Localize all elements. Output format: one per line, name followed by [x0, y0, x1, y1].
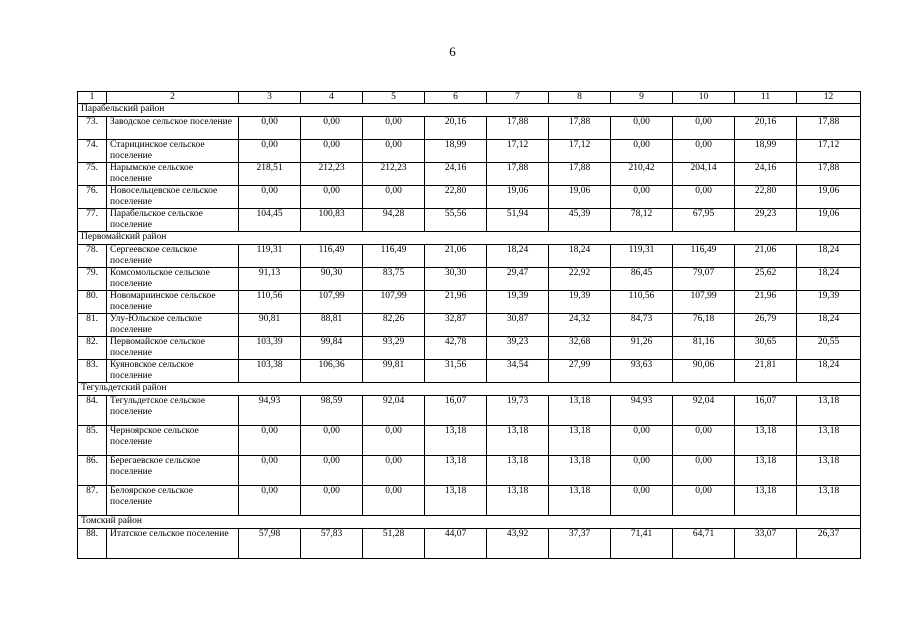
value-cell-col-10: 0,00: [673, 186, 735, 209]
value-cell-col-7: 17,88: [487, 163, 549, 186]
value-cell-col-12: 19,06: [797, 186, 861, 209]
value-cell-col-7: 17,88: [487, 117, 549, 140]
value-cell-col-8: 19,06: [549, 186, 611, 209]
settlement-name: Белоярское сельское поселение: [107, 486, 239, 516]
table-row: [78, 117, 861, 140]
value-cell-col-5: 0,00: [363, 426, 425, 456]
value-cell-col-3: 110,56: [239, 291, 301, 314]
value-cell-col-4: 0,00: [301, 186, 363, 209]
row-number: 74.: [78, 140, 107, 163]
value-cell-col-6: 20,16: [425, 117, 487, 140]
value-cell-col-7: 39,23: [487, 337, 549, 360]
region-row: [78, 104, 861, 117]
table-row: [78, 456, 861, 486]
value-cell-col-8: 17,88: [549, 117, 611, 140]
value-cell-col-6: 16,07: [425, 396, 487, 426]
value-cell-col-6: 24,16: [425, 163, 487, 186]
value-cell-col-7: 17,12: [487, 140, 549, 163]
value-cell-col-3: 0,00: [239, 140, 301, 163]
value-cell-col-6: 21,06: [425, 245, 487, 268]
value-cell-col-5: 83,75: [363, 268, 425, 291]
value-cell-col-10: 64,71: [673, 529, 735, 559]
value-cell-col-4: 0,00: [301, 456, 363, 486]
value-cell-col-8: 13,18: [549, 456, 611, 486]
settlement-name: Комсомольское сельское поселение: [107, 268, 239, 291]
value-cell-col-7: 13,18: [487, 426, 549, 456]
value-cell-col-5: 99,81: [363, 360, 425, 383]
value-cell-col-10: 107,99: [673, 291, 735, 314]
value-cell-col-9: 0,00: [611, 426, 673, 456]
value-cell-col-12: 26,37: [797, 529, 861, 559]
value-cell-col-8: 13,18: [549, 426, 611, 456]
value-cell-col-12: 19,39: [797, 291, 861, 314]
value-cell-col-6: 21,96: [425, 291, 487, 314]
table-body: [78, 92, 861, 559]
value-cell-col-11: 22,80: [735, 186, 797, 209]
column-header-10: 10: [673, 92, 735, 104]
column-header-12: 12: [797, 92, 861, 104]
value-cell-col-9: 110,56: [611, 291, 673, 314]
value-cell-col-8: 17,88: [549, 163, 611, 186]
row-number: 78.: [78, 245, 107, 268]
value-cell-col-4: 0,00: [301, 140, 363, 163]
value-cell-col-3: 103,38: [239, 360, 301, 383]
value-cell-col-8: 18,24: [549, 245, 611, 268]
region-row: [78, 516, 861, 529]
value-cell-col-10: 0,00: [673, 140, 735, 163]
value-cell-col-11: 33,07: [735, 529, 797, 559]
value-cell-col-11: 25,62: [735, 268, 797, 291]
value-cell-col-7: 19,73: [487, 396, 549, 426]
value-cell-col-10: 116,49: [673, 245, 735, 268]
value-cell-col-5: 0,00: [363, 140, 425, 163]
value-cell-col-11: 20,16: [735, 117, 797, 140]
value-cell-col-9: 0,00: [611, 117, 673, 140]
value-cell-col-4: 212,23: [301, 163, 363, 186]
column-header-6: 6: [425, 92, 487, 104]
settlement-name: Старицинское сельское поселение: [107, 140, 239, 163]
column-header-11: 11: [735, 92, 797, 104]
page-number: 6: [449, 44, 456, 59]
table-row: [78, 163, 861, 186]
settlement-name: Нарымское сельское поселение: [107, 163, 239, 186]
value-cell-col-3: 119,31: [239, 245, 301, 268]
value-cell-col-7: 13,18: [487, 486, 549, 516]
value-cell-col-10: 90,06: [673, 360, 735, 383]
value-cell-col-9: 119,31: [611, 245, 673, 268]
value-cell-col-3: 0,00: [239, 486, 301, 516]
value-cell-col-9: 84,73: [611, 314, 673, 337]
value-cell-col-3: 90,81: [239, 314, 301, 337]
value-cell-col-6: 18,99: [425, 140, 487, 163]
value-cell-col-11: 30,65: [735, 337, 797, 360]
value-cell-col-9: 71,41: [611, 529, 673, 559]
value-cell-col-12: 20,55: [797, 337, 861, 360]
value-cell-col-10: 0,00: [673, 486, 735, 516]
row-number: 83.: [78, 360, 107, 383]
value-cell-col-7: 19,06: [487, 186, 549, 209]
value-cell-col-4: 0,00: [301, 426, 363, 456]
value-cell-col-4: 107,99: [301, 291, 363, 314]
value-cell-col-7: 29,47: [487, 268, 549, 291]
value-cell-col-12: 17,88: [797, 117, 861, 140]
value-cell-col-10: 204,14: [673, 163, 735, 186]
value-cell-col-7: 13,18: [487, 456, 549, 486]
table-row: [78, 209, 861, 232]
value-cell-col-3: 57,98: [239, 529, 301, 559]
value-cell-col-11: 13,18: [735, 486, 797, 516]
value-cell-col-9: 210,42: [611, 163, 673, 186]
table-row: [78, 245, 861, 268]
value-cell-col-5: 212,23: [363, 163, 425, 186]
region-row: [78, 383, 861, 396]
value-cell-col-11: 29,23: [735, 209, 797, 232]
value-cell-col-9: 0,00: [611, 140, 673, 163]
column-header-9: 9: [611, 92, 673, 104]
value-cell-col-4: 99,84: [301, 337, 363, 360]
value-cell-col-3: 94,93: [239, 396, 301, 426]
settlement-name: Улу-Юльское сельское поселение: [107, 314, 239, 337]
value-cell-col-5: 0,00: [363, 456, 425, 486]
value-cell-col-7: 51,94: [487, 209, 549, 232]
value-cell-col-6: 30,30: [425, 268, 487, 291]
value-cell-col-5: 0,00: [363, 186, 425, 209]
value-cell-col-9: 0,00: [611, 186, 673, 209]
value-cell-col-8: 13,18: [549, 396, 611, 426]
value-cell-col-8: 19,39: [549, 291, 611, 314]
value-cell-col-10: 81,16: [673, 337, 735, 360]
value-cell-col-12: 13,18: [797, 396, 861, 426]
value-cell-col-6: 32,87: [425, 314, 487, 337]
row-number: 76.: [78, 186, 107, 209]
value-cell-col-8: 27,99: [549, 360, 611, 383]
value-cell-col-10: 67,95: [673, 209, 735, 232]
value-cell-col-7: 18,24: [487, 245, 549, 268]
value-cell-col-11: 18,99: [735, 140, 797, 163]
value-cell-col-12: 17,88: [797, 163, 861, 186]
table-row: [78, 529, 861, 559]
value-cell-col-9: 86,45: [611, 268, 673, 291]
table-row: [78, 140, 861, 163]
column-header-2: 2: [107, 92, 239, 104]
row-number: 88.: [78, 529, 107, 559]
value-cell-col-9: 0,00: [611, 456, 673, 486]
value-cell-col-3: 218,51: [239, 163, 301, 186]
data-table: [77, 91, 861, 559]
settlement-name: Новосельцевское сельское поселение: [107, 186, 239, 209]
column-header-4: 4: [301, 92, 363, 104]
column-header-8: 8: [549, 92, 611, 104]
value-cell-col-6: 13,18: [425, 456, 487, 486]
value-cell-col-8: 13,18: [549, 486, 611, 516]
value-cell-col-12: 18,24: [797, 245, 861, 268]
table-row: [78, 291, 861, 314]
value-cell-col-7: 19,39: [487, 291, 549, 314]
value-cell-col-11: 13,18: [735, 426, 797, 456]
table-row: [78, 486, 861, 516]
row-number: 80.: [78, 291, 107, 314]
settlement-name: Тегульдетское сельское поселение: [107, 396, 239, 426]
value-cell-col-4: 57,83: [301, 529, 363, 559]
row-number: 82.: [78, 337, 107, 360]
value-cell-col-5: 82,26: [363, 314, 425, 337]
value-cell-col-3: 0,00: [239, 456, 301, 486]
value-cell-col-12: 13,18: [797, 426, 861, 456]
value-cell-col-12: 13,18: [797, 486, 861, 516]
value-cell-col-9: 94,93: [611, 396, 673, 426]
value-cell-col-7: 34,54: [487, 360, 549, 383]
table-row: [78, 426, 861, 456]
settlement-name: Первомайское сельское поселение: [107, 337, 239, 360]
column-header-5: 5: [363, 92, 425, 104]
value-cell-col-8: 37,37: [549, 529, 611, 559]
value-cell-col-5: 92,04: [363, 396, 425, 426]
table-row: [78, 268, 861, 291]
value-cell-col-11: 21,06: [735, 245, 797, 268]
row-number: 73.: [78, 117, 107, 140]
value-cell-col-4: 106,36: [301, 360, 363, 383]
row-number: 87.: [78, 486, 107, 516]
row-number: 84.: [78, 396, 107, 426]
value-cell-col-10: 0,00: [673, 456, 735, 486]
value-cell-col-5: 93,29: [363, 337, 425, 360]
value-cell-col-4: 90,30: [301, 268, 363, 291]
value-cell-col-5: 116,49: [363, 245, 425, 268]
value-cell-col-10: 92,04: [673, 396, 735, 426]
value-cell-col-5: 107,99: [363, 291, 425, 314]
value-cell-col-10: 76,18: [673, 314, 735, 337]
value-cell-col-6: 42,78: [425, 337, 487, 360]
value-cell-col-7: 43,92: [487, 529, 549, 559]
value-cell-col-4: 100,83: [301, 209, 363, 232]
value-cell-col-4: 88,81: [301, 314, 363, 337]
settlement-name: Черноярское сельское поселение: [107, 426, 239, 456]
table-row: [78, 186, 861, 209]
value-cell-col-11: 24,16: [735, 163, 797, 186]
value-cell-col-3: 104,45: [239, 209, 301, 232]
value-cell-col-12: 17,12: [797, 140, 861, 163]
row-number: 85.: [78, 426, 107, 456]
table-row: [78, 360, 861, 383]
region-name: Тегульдетский район: [78, 383, 861, 396]
row-number: 75.: [78, 163, 107, 186]
table-row: [78, 314, 861, 337]
value-cell-col-9: 91,26: [611, 337, 673, 360]
value-cell-col-8: 32,68: [549, 337, 611, 360]
header-row: [78, 92, 861, 104]
value-cell-col-3: 0,00: [239, 186, 301, 209]
value-cell-col-4: 0,00: [301, 117, 363, 140]
value-cell-col-12: 13,18: [797, 456, 861, 486]
settlement-name: Парабельское сельское поселение: [107, 209, 239, 232]
value-cell-col-5: 51,28: [363, 529, 425, 559]
row-number: 79.: [78, 268, 107, 291]
region-name: Парабельский район: [78, 104, 861, 117]
value-cell-col-11: 26,79: [735, 314, 797, 337]
value-cell-col-8: 17,12: [549, 140, 611, 163]
value-cell-col-12: 18,24: [797, 360, 861, 383]
region-row: [78, 232, 861, 245]
settlement-name: Новомариинское сельское поселение: [107, 291, 239, 314]
region-name: Первомайский район: [78, 232, 861, 245]
value-cell-col-6: 13,18: [425, 486, 487, 516]
value-cell-col-4: 98,59: [301, 396, 363, 426]
value-cell-col-12: 18,24: [797, 268, 861, 291]
value-cell-col-6: 22,80: [425, 186, 487, 209]
value-cell-col-12: 18,24: [797, 314, 861, 337]
value-cell-col-8: 22,92: [549, 268, 611, 291]
value-cell-col-11: 21,81: [735, 360, 797, 383]
value-cell-col-7: 30,87: [487, 314, 549, 337]
value-cell-col-4: 0,00: [301, 486, 363, 516]
value-cell-col-6: 55,56: [425, 209, 487, 232]
value-cell-col-10: 0,00: [673, 117, 735, 140]
value-cell-col-5: 0,00: [363, 486, 425, 516]
settlement-name: Заводское сельское поселение: [107, 117, 239, 140]
value-cell-col-6: 31,56: [425, 360, 487, 383]
value-cell-col-3: 0,00: [239, 117, 301, 140]
value-cell-col-3: 91,13: [239, 268, 301, 291]
value-cell-col-9: 0,00: [611, 486, 673, 516]
value-cell-col-3: 0,00: [239, 426, 301, 456]
value-cell-col-10: 79,07: [673, 268, 735, 291]
value-cell-col-6: 44,07: [425, 529, 487, 559]
column-header-7: 7: [487, 92, 549, 104]
column-header-3: 3: [239, 92, 301, 104]
value-cell-col-5: 94,28: [363, 209, 425, 232]
row-number: 81.: [78, 314, 107, 337]
table-row: [78, 337, 861, 360]
value-cell-col-4: 116,49: [301, 245, 363, 268]
value-cell-col-12: 19,06: [797, 209, 861, 232]
row-number: 86.: [78, 456, 107, 486]
value-cell-col-10: 0,00: [673, 426, 735, 456]
value-cell-col-5: 0,00: [363, 117, 425, 140]
value-cell-col-6: 13,18: [425, 426, 487, 456]
settlement-name: Берегаевское сельское поселение: [107, 456, 239, 486]
row-number: 77.: [78, 209, 107, 232]
value-cell-col-8: 45,39: [549, 209, 611, 232]
settlement-name: Куяновское сельское поселение: [107, 360, 239, 383]
value-cell-col-9: 78,12: [611, 209, 673, 232]
value-cell-col-8: 24,32: [549, 314, 611, 337]
value-cell-col-11: 21,96: [735, 291, 797, 314]
value-cell-col-11: 16,07: [735, 396, 797, 426]
region-name: Томский район: [78, 516, 861, 529]
settlement-name: Итатское сельское поселение: [107, 529, 239, 559]
value-cell-col-11: 13,18: [735, 456, 797, 486]
value-cell-col-9: 93,63: [611, 360, 673, 383]
settlement-name: Сергеевское сельское поселение: [107, 245, 239, 268]
column-header-1: 1: [78, 92, 107, 104]
value-cell-col-3: 103,39: [239, 337, 301, 360]
table-row: [78, 396, 861, 426]
